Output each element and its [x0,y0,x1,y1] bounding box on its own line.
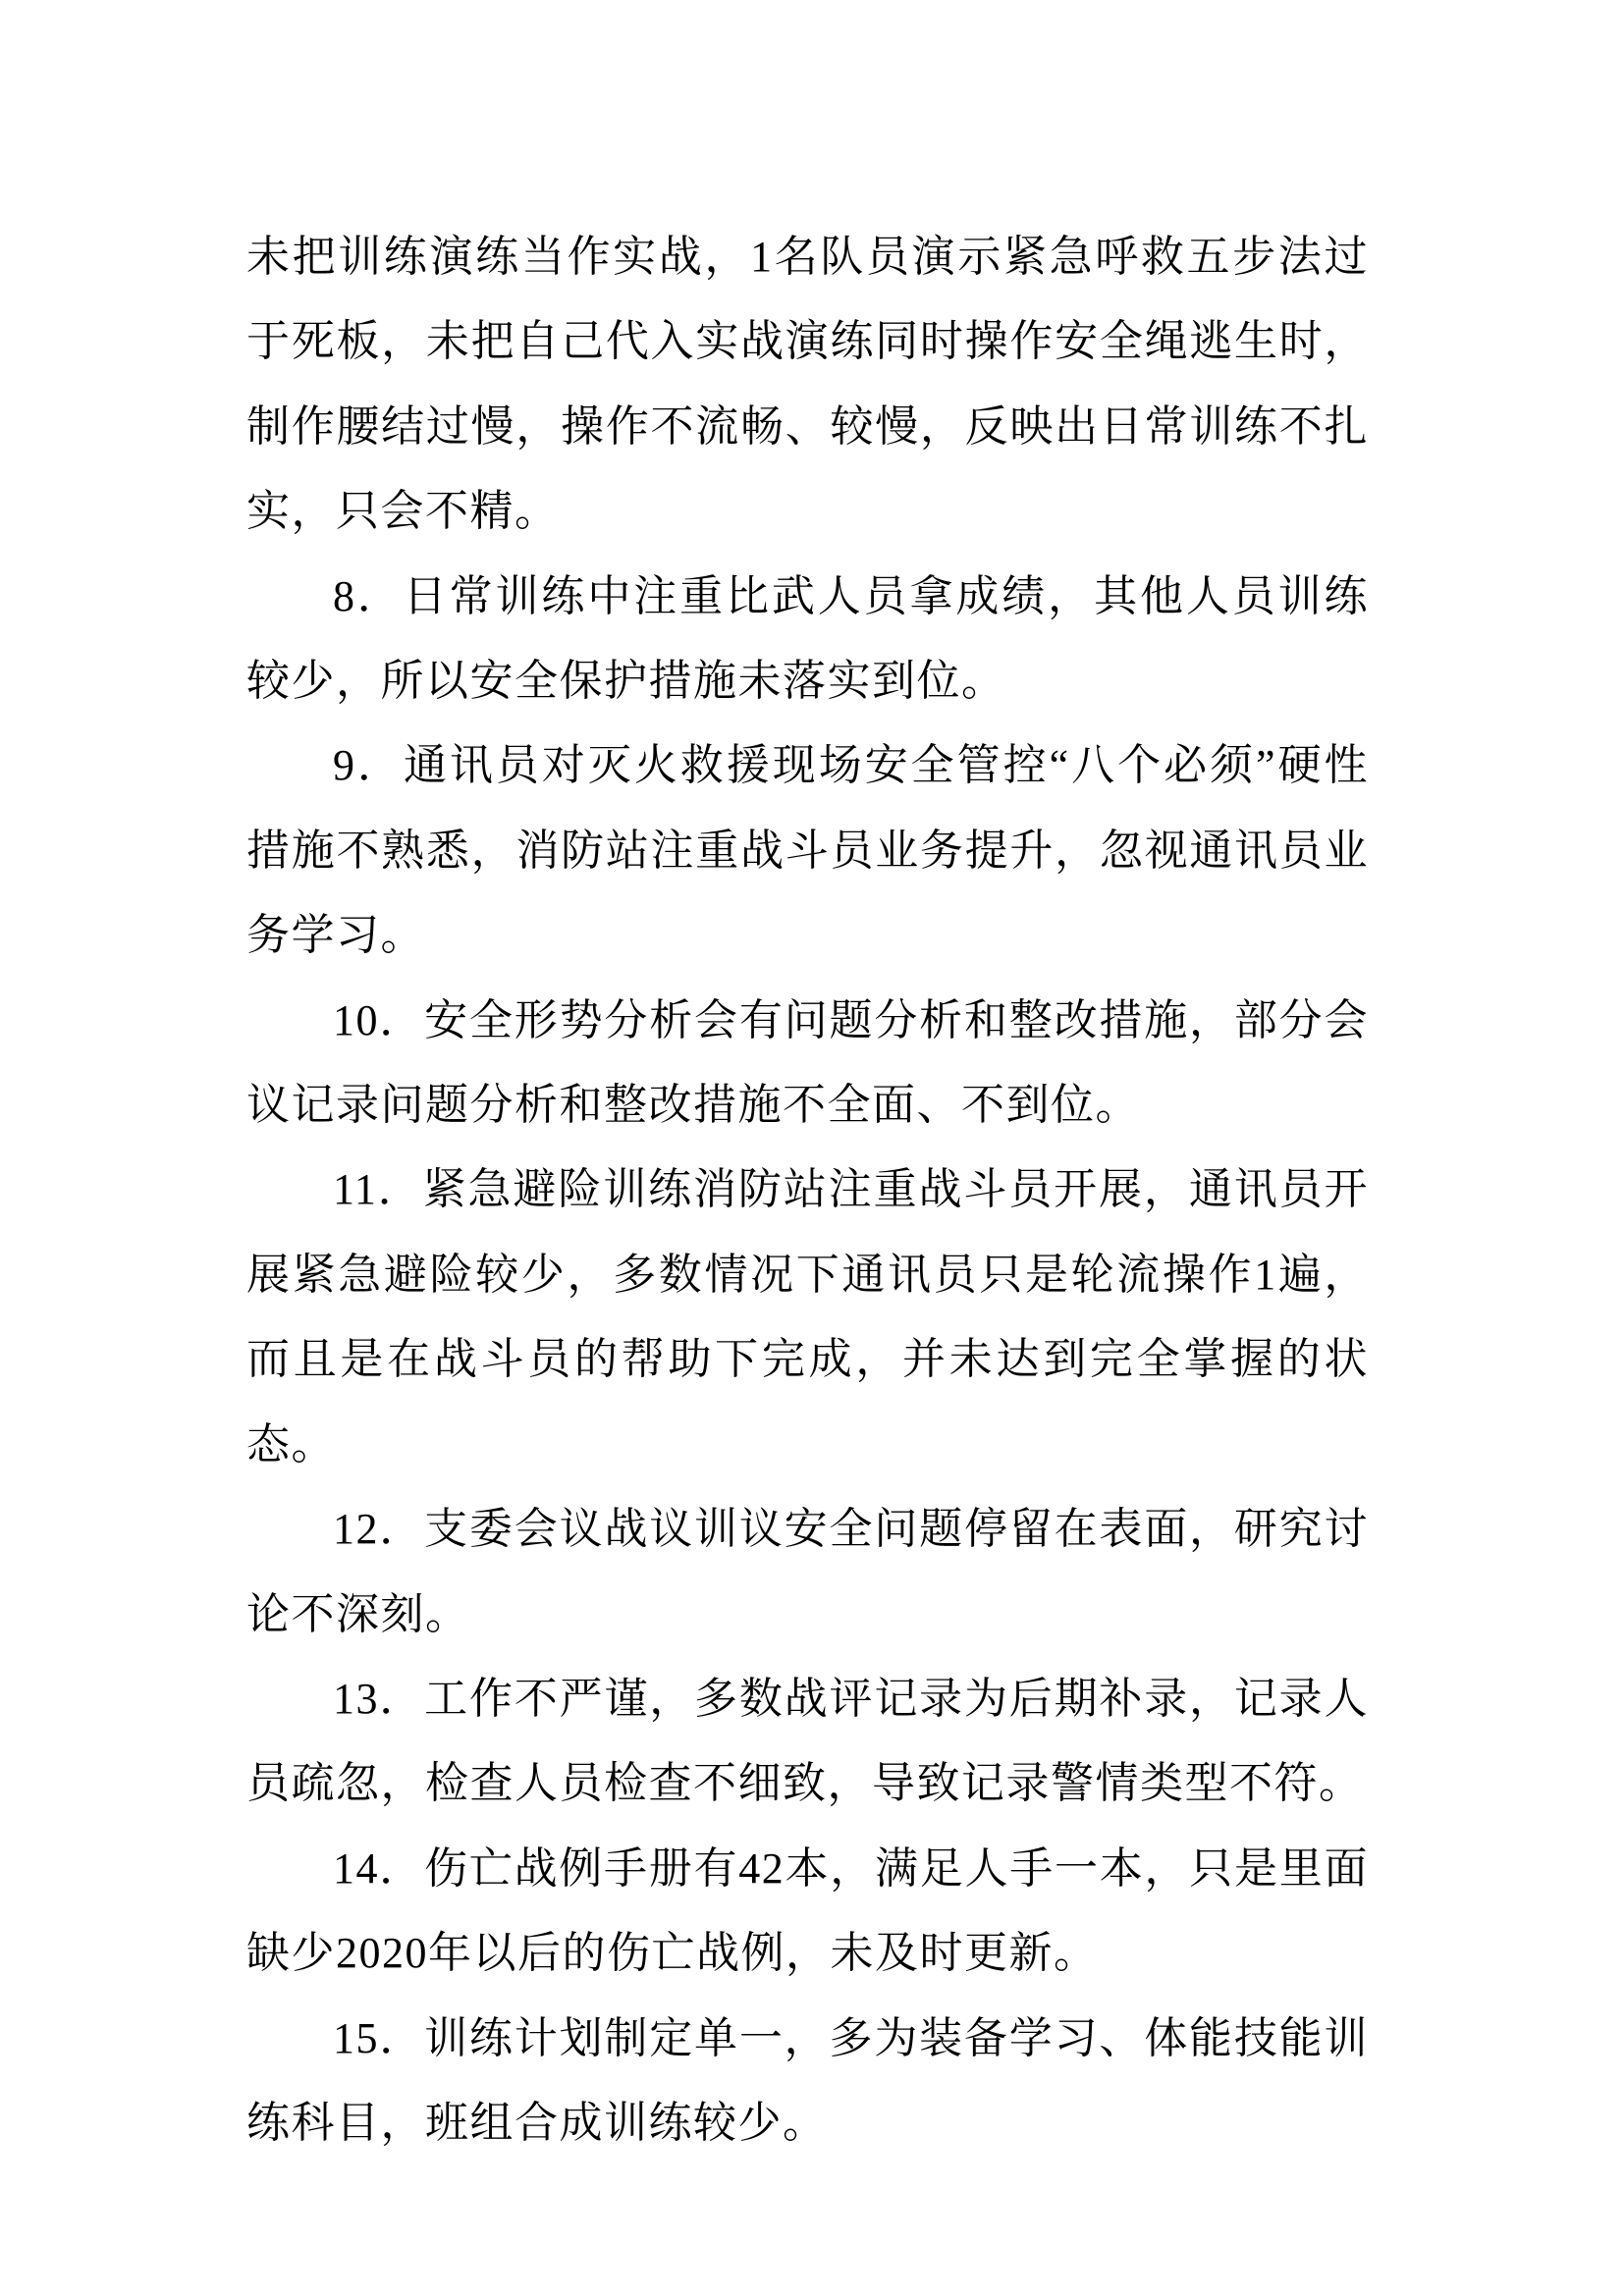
paragraph-5: 11．紧急避险训练消防站注重战斗员开展，通讯员开展紧急避险较少，多数情况下通讯员只是轮流操作1遍，而且是在战斗员的帮助下完成，并未达到完全掌握的状态。 [246,1165,1369,1468]
paragraph-1: 未把训练演练当作实战，1名队员演示紧急呼救五步法过于死板，未把自己代入实战演练同时操作安全绳逃生时，制作腰结过慢，操作不流畅、较慢，反映出日常训练不扎实，只会不精。 [246,233,1369,536]
paragraph-6: 12．支委会议战议训议安全问题停留在表面，研究讨论不深刻。 [246,1505,1369,1638]
paragraph-8: 14．伤亡战例手册有42本，满足人手一本，只是里面缺少2020年以后的伤亡战例，未及时更新。 [246,1843,1369,1978]
paragraph-2: 8．日常训练中注重比武人员拿成绩，其他人员训练较少，所以安全保护措施未落实到位。 [246,571,1369,706]
paragraph-3: 9．通讯员对灭火救援现场安全管控“八个必须”硬性措施不熟悉，消防站注重战斗员业务提升，忽视通讯员业务学习。 [246,741,1369,960]
paragraph-4: 10．安全形势分析会有问题分析和整改措施，部分会议记录问题分析和整改措施不全面、不到位。 [246,995,1369,1130]
paragraph-9: 15．训练计划制定单一，多为装备学习、体能技能训练科目，班组合成训练较少。 [246,2013,1369,2147]
paragraph-7: 13．工作不严谨，多数战评记录为后期补录，记录人员疏忽，检查人员检查不细致，导致记录警情类型不符。 [246,1674,1369,1808]
